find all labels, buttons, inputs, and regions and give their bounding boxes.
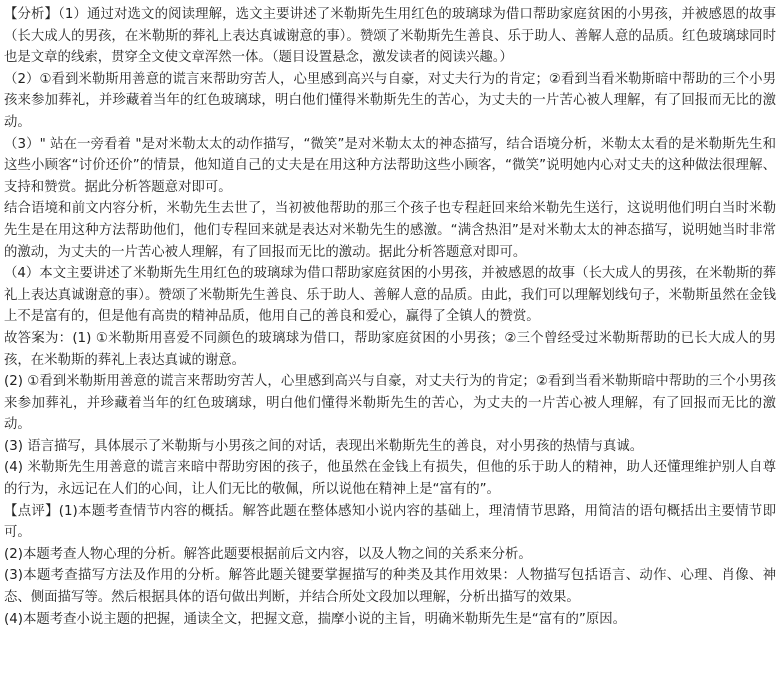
analysis-part-2: （2）①看到米勒斯用善意的谎言来帮助穷苦人，心里感到高兴与自豪，对丈夫行为的肯定；②看到当看米勒斯暗中帮助的三个小男孩来参加葬礼，并珍藏着当年的红色玻璃球，明白他们懂得米勒斯先生的苦心，为丈夫的一片苦心被人理解，有了回报而无比的激动。 xyxy=(4,71,776,130)
comment-4: (4)本题考查小说主题的把握，通读全文，把握文意，揣摩小说的主旨，明确米勒斯先生是“富有的”原因。 xyxy=(4,611,627,627)
comment-1: 【点评】(1)本题考查情节内容的概括。解答此题在整体感知小说内容的基础上，理清情节思路，用简洁的语句概括出主要情节即可。 xyxy=(4,503,776,541)
answer-1: 故答案为：(1) ①米勒斯用喜爱不同颜色的玻璃球为借口，帮助家庭贫困的小男孩；②三个曾经受过米勒斯帮助的已长大成人的男孩，在米勒斯的葬礼上表达真诚的谢意。 xyxy=(4,330,776,368)
comment-3: (3)本题考查描写方法及作用的分析。解答此题关键要掌握描写的种类及其作用效果：人物描写包括语言、动作、心理、肖像、神态、侧面描写等。然后根据具体的语句做出判断，并结合所处文段加以理解，分析出描写的效果。 xyxy=(4,568,776,606)
analysis-part-3: （3）" 站在一旁看着 "是对米勒太太的动作描写，“微笑”是对米勒太太的神态描写，结合语境分析，米勒太太看的是米勒斯先生和这些小顾客“讨价还价”的情景，他知道自己的丈夫是在用这种方法帮助这些小顾客，“微笑”说明她内心对丈夫的这种做法很理解、支持和赞赏。据此分析答题意对即可。 xyxy=(4,136,776,195)
answer-4: (4) 米勒斯先生用善意的谎言来暗中帮助穷困的孩子，他虽然在金钱上有损失，但他的乐于助人的精神，助人还懂理维护别人自尊的行为，永远记在人们的心间，让人们无比的敬佩，所以说他在精神上是“富有的”。 xyxy=(4,460,776,498)
analysis-part-1: 【分析】（1）通过对选文的阅读理解，选文主要讲述了米勒斯先生用红色的玻璃球为借口帮助家庭贫困的小男孩，并被感恩的故事（长大成人的男孩，在米勒斯的葬礼上表达真诚谢意的事）。赞颂了米勒斯先生善良、乐于助人、善解人意的品质。红色玻璃球同时也是文章的线索，贯穿全文使文章浑然一体。（题目设置悬念，激发读者的阅读兴趣。） xyxy=(4,7,776,66)
comment-2: (2)本题考查人物心理的分析。解答此题要根据前后文内容，以及人物之间的关系来分析。 xyxy=(4,546,532,562)
answer-3: (3) 语言描写，具体展示了米勒斯与小男孩之间的对话，表现出米勒斯先生的善良，对小男孩的热情与真诚。 xyxy=(4,438,644,454)
answer-2: (2) ①看到米勒斯用善意的谎言来帮助穷苦人，心里感到高兴与自豪，对丈夫行为的肯定；②看到当看米勒斯暗中帮助的三个小男孩来参加葬礼，并珍藏着当年的红色玻璃球，明白他们懂得米勒斯先生的苦心，为丈夫的一片苦心被人理解，有了回报而无比的激动。 xyxy=(4,374,776,433)
analysis-part-3-continued: 结合语境和前文内容分析，米勒先生去世了，当初被他帮助的那三个孩子也专程赶回来给米勒先生送行，这说明他们明白当时米勒先生是在用这种方法帮助他们，他们专程回来就是表达对米勒先生的感激。“满含热泪”是对米勒太太的神态描写，说明她当时非常的激动，为丈夫的一片苦心被人理解，有了回报而无比的激动。据此分析答题意对即可。 xyxy=(4,201,776,260)
analysis-part-4: （4）本文主要讲述了米勒斯先生用红色的玻璃球为借口帮助家庭贫困的小男孩，并被感恩的故事（长大成人的男孩，在米勒斯的葬礼上表达真诚谢意的事）。赞颂了米勒斯先生善良、乐于助人、善解人意的品质。由此，我们可以理解划线句子，米勒斯虽然在金钱上不是富有的，但是他有高贵的精神品质，他用自己的善良和爱心，赢得了全镇人的赞赏。 xyxy=(4,266,776,325)
